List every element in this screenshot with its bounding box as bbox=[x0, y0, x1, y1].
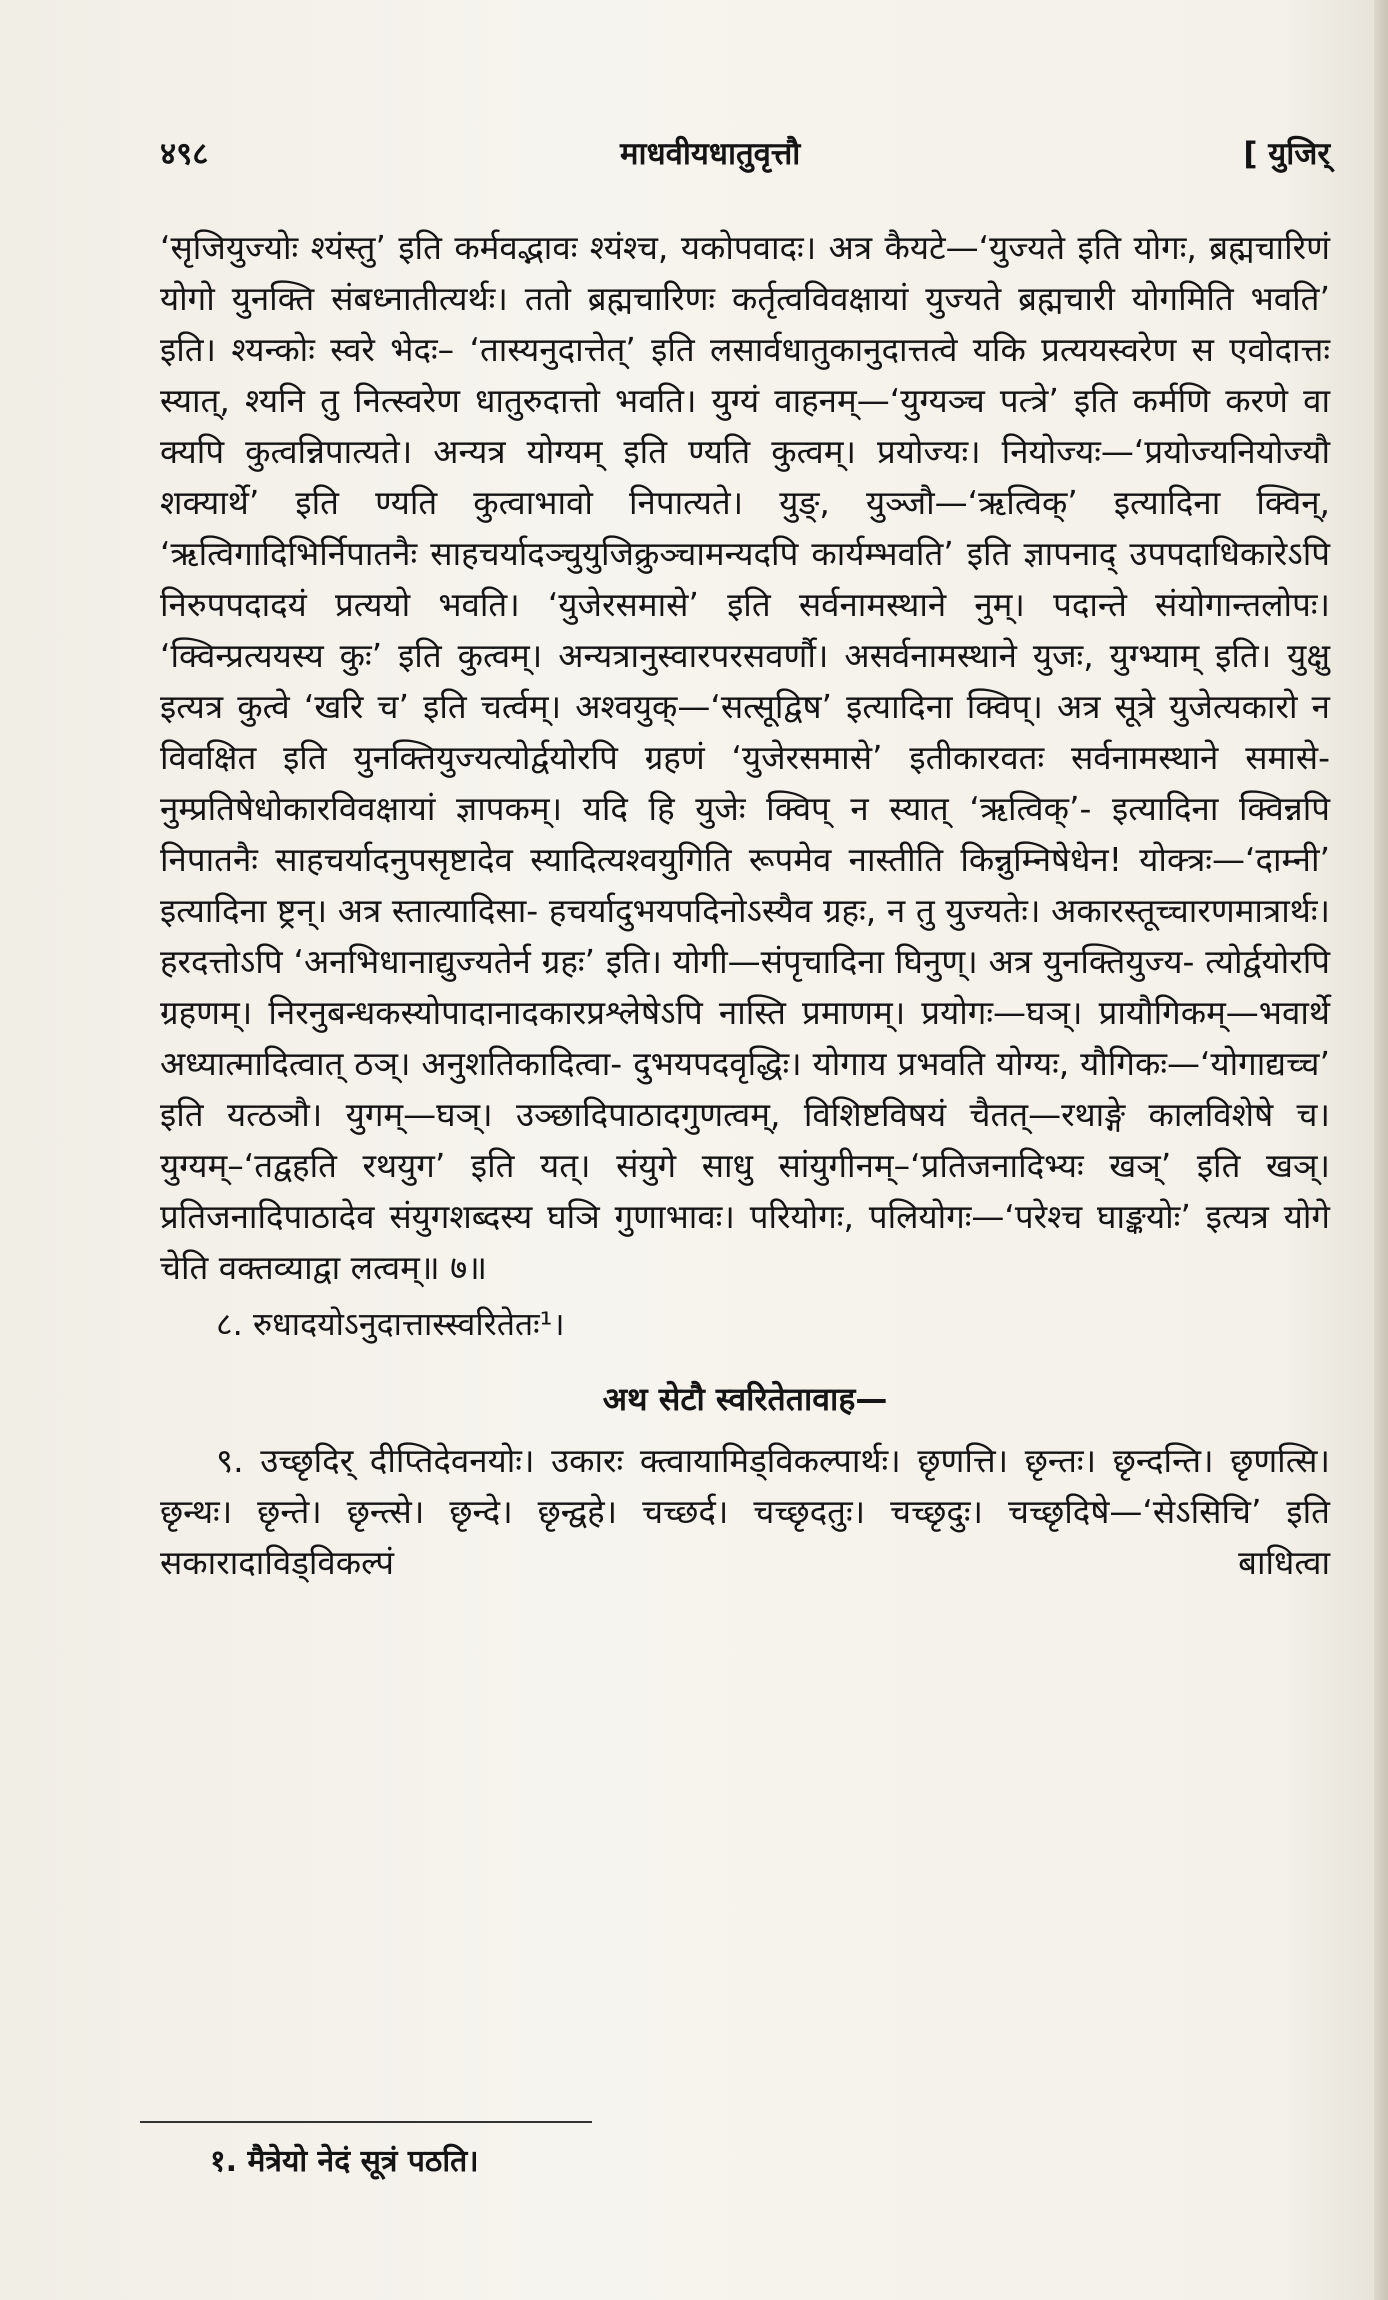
section-heading: अथ सेटौ स्वरितेतावाह— bbox=[602, 1380, 888, 1418]
page-body bbox=[160, 222, 1330, 1588]
commentary-paragraph: ‘सृजियुज्योः श्यंस्तु’ इति कर्मवद्भावः श्यंश्च, यकोपवादः। अत्र कैयटे—‘युज्यते इति योगः, ब्रह्मचारिणं योगो युनक्ति संबध्नातीत्यर्थः। ततो ब्रह्मचारिणः कर्तृत्वविवक्षायां युज्यते ब्रह्मचारी योगमिति भवति’ इति। श्यन्कोः स्वरे भेदः– ‘तास्यनुदात्तेत्’ इति लसार्वधातुकानुदात्तत्वे यकि प्रत्ययस्वरेण स एवोदात्तः स्यात्, श्यनि तु नित्स्वरेण धातुरुदात्तो भवति। युग्यं वाहनम्—‘युग्यञ्च पत्त्रे’ इति कर्मणि करणे वा क्यपि कुत्वन्निपात्यते। अन्यत्र योग्यम् इति ण्यति कुत्वम्। प्रयोज्यः। नियोज्यः—‘प्रयोज्यनियोज्यौ शक्यार्थे’ इति ण्यति कुत्वाभावो निपात्यते। युङ्, युञ्जौ—‘ऋत्विक्’ इत्यादिना क्विन्, ‘ऋत्विगादिभिर्निपातनैः साहचर्यादञ्चुयुजिक्रुञ्चामन्यदपि कार्यम्भवति’ इति ज्ञापनाद् उपपदाधिकारेऽपि निरुपपदादयं प्रत्ययो भवति। ‘युजेरसमासे’ इति सर्वनामस्थाने नुम्। पदान्ते संयोगान्तलोपः। ‘क्विन्प्रत्ययस्य कुः’ इति कुत्वम्। अन्यत्रानुस्वारपरसवर्णौ। असर्वनामस्थाने युजः, युग्भ्याम् इति। युक्षु इत्यत्र कुत्वे ‘खरि च’ इति चर्त्वम्। अश्वयुक्—‘सत्सूद्विष’ इत्यादिना क्विप्। अत्र सूत्रे युजेत्यकारो न विवक्षित इति युनक्तियुज्यत्योर्द्वयोरपि ग्रहणं ‘युजेरसमासे’ इतीकारवतः सर्वनामस्थाने समासे- नुम्प्रतिषेधोकारविवक्षायां ज्ञापकम्। यदि हि युजेः क्विप् न स्यात् ‘ऋत्विक्’- इत्यादिना क्विन्नपि निपातनैः साहचर्यादनुपसृष्टादेव स्यादित्यश्वयुगिति रूपमेव नास्तीति किन्नुम्निषेधेन! योक्त्रः—‘दाम्नी’ इत्यादिना ष्ट्रन्। अत्र स्तात्यादिसा- हचर्यादुभयपदिनोऽस्यैव ग्रहः, न तु युज्यतेः। अकारस्तूच्चारणमात्रार्थः। हरदत्तोऽपि ‘अनभिधानाद्युज्यतेर्न ग्रहः’ इति। योगी—संपृचादिना घिनुण्। अत्र युनक्तियुज्य- त्योर्द्वयोरपि ग्रहणम्। निरनुबन्धकस्योपादानादकारप्रश्लेषेऽपि नास्ति प्रमाणम्। प्रयोगः—घञ्। प्रायौगिकम्—भवार्थे अध्यात्मादित्वात् ठञ्। अनुशतिकादित्वा- दुभयपदवृद्धिः। योगाय प्रभवति योग्यः, यौगिकः—‘योगाद्यच्च’ इति यत्ठञौ। युगम्—घञ्। उञ्छादिपाठादगुणत्वम्, विशिष्टविषयं चैतत्—रथाङ्गे कालविशेषे च। युग्यम्–‘तद्वहति रथयुग’ इति यत्। संयुगे साधु सांयुगीनम्–‘प्रतिजनादिभ्यः खञ्’ इति खञ्। प्रतिजनादिपाठादेव संयुगशब्दस्य घञि गुणाभावः। परियोगः, पलियोगः—‘परेश्च घाङ्कयोः’ इत्यत्र योगे चेति वक्तव्याद्वा लत्वम्॥ ७॥ bbox=[160, 228, 1330, 1287]
page-header bbox=[160, 132, 1330, 192]
footnote: १. मैत्रेयो नेदं सूत्रं पठति। bbox=[210, 2144, 479, 2179]
running-head: [ युजिर् bbox=[1243, 136, 1330, 172]
dhatu-9-paragraph: ९. उच्छृदिर् दीप्तिदेवनयोः। उकारः क्त्वायामिड्विकल्पार्थः। छृणत्ति। छृन्तः। छृन्दन्ति। छृणत्सि। छृन्थः। छृन्ते। छृन्त्से। छृन्दे। छृन्द्वहे। चच्छर्द। चच्छृदतुः। चच्छृदुः। चच्छृदिषे—‘सेऽसिचि’ इति सकारादाविड्विकल्पं बाधित्वा bbox=[160, 1441, 1330, 1582]
sutra-8: ८. रुधादयोऽनुदात्तास्स्वरितेतः¹। bbox=[216, 1305, 565, 1343]
running-title: माधवीयधातुवृत्तौ bbox=[620, 136, 801, 172]
page-spine-shadow bbox=[1374, 0, 1388, 2300]
footnote-rule bbox=[140, 2121, 592, 2123]
page-number: ४९८ bbox=[160, 136, 209, 172]
